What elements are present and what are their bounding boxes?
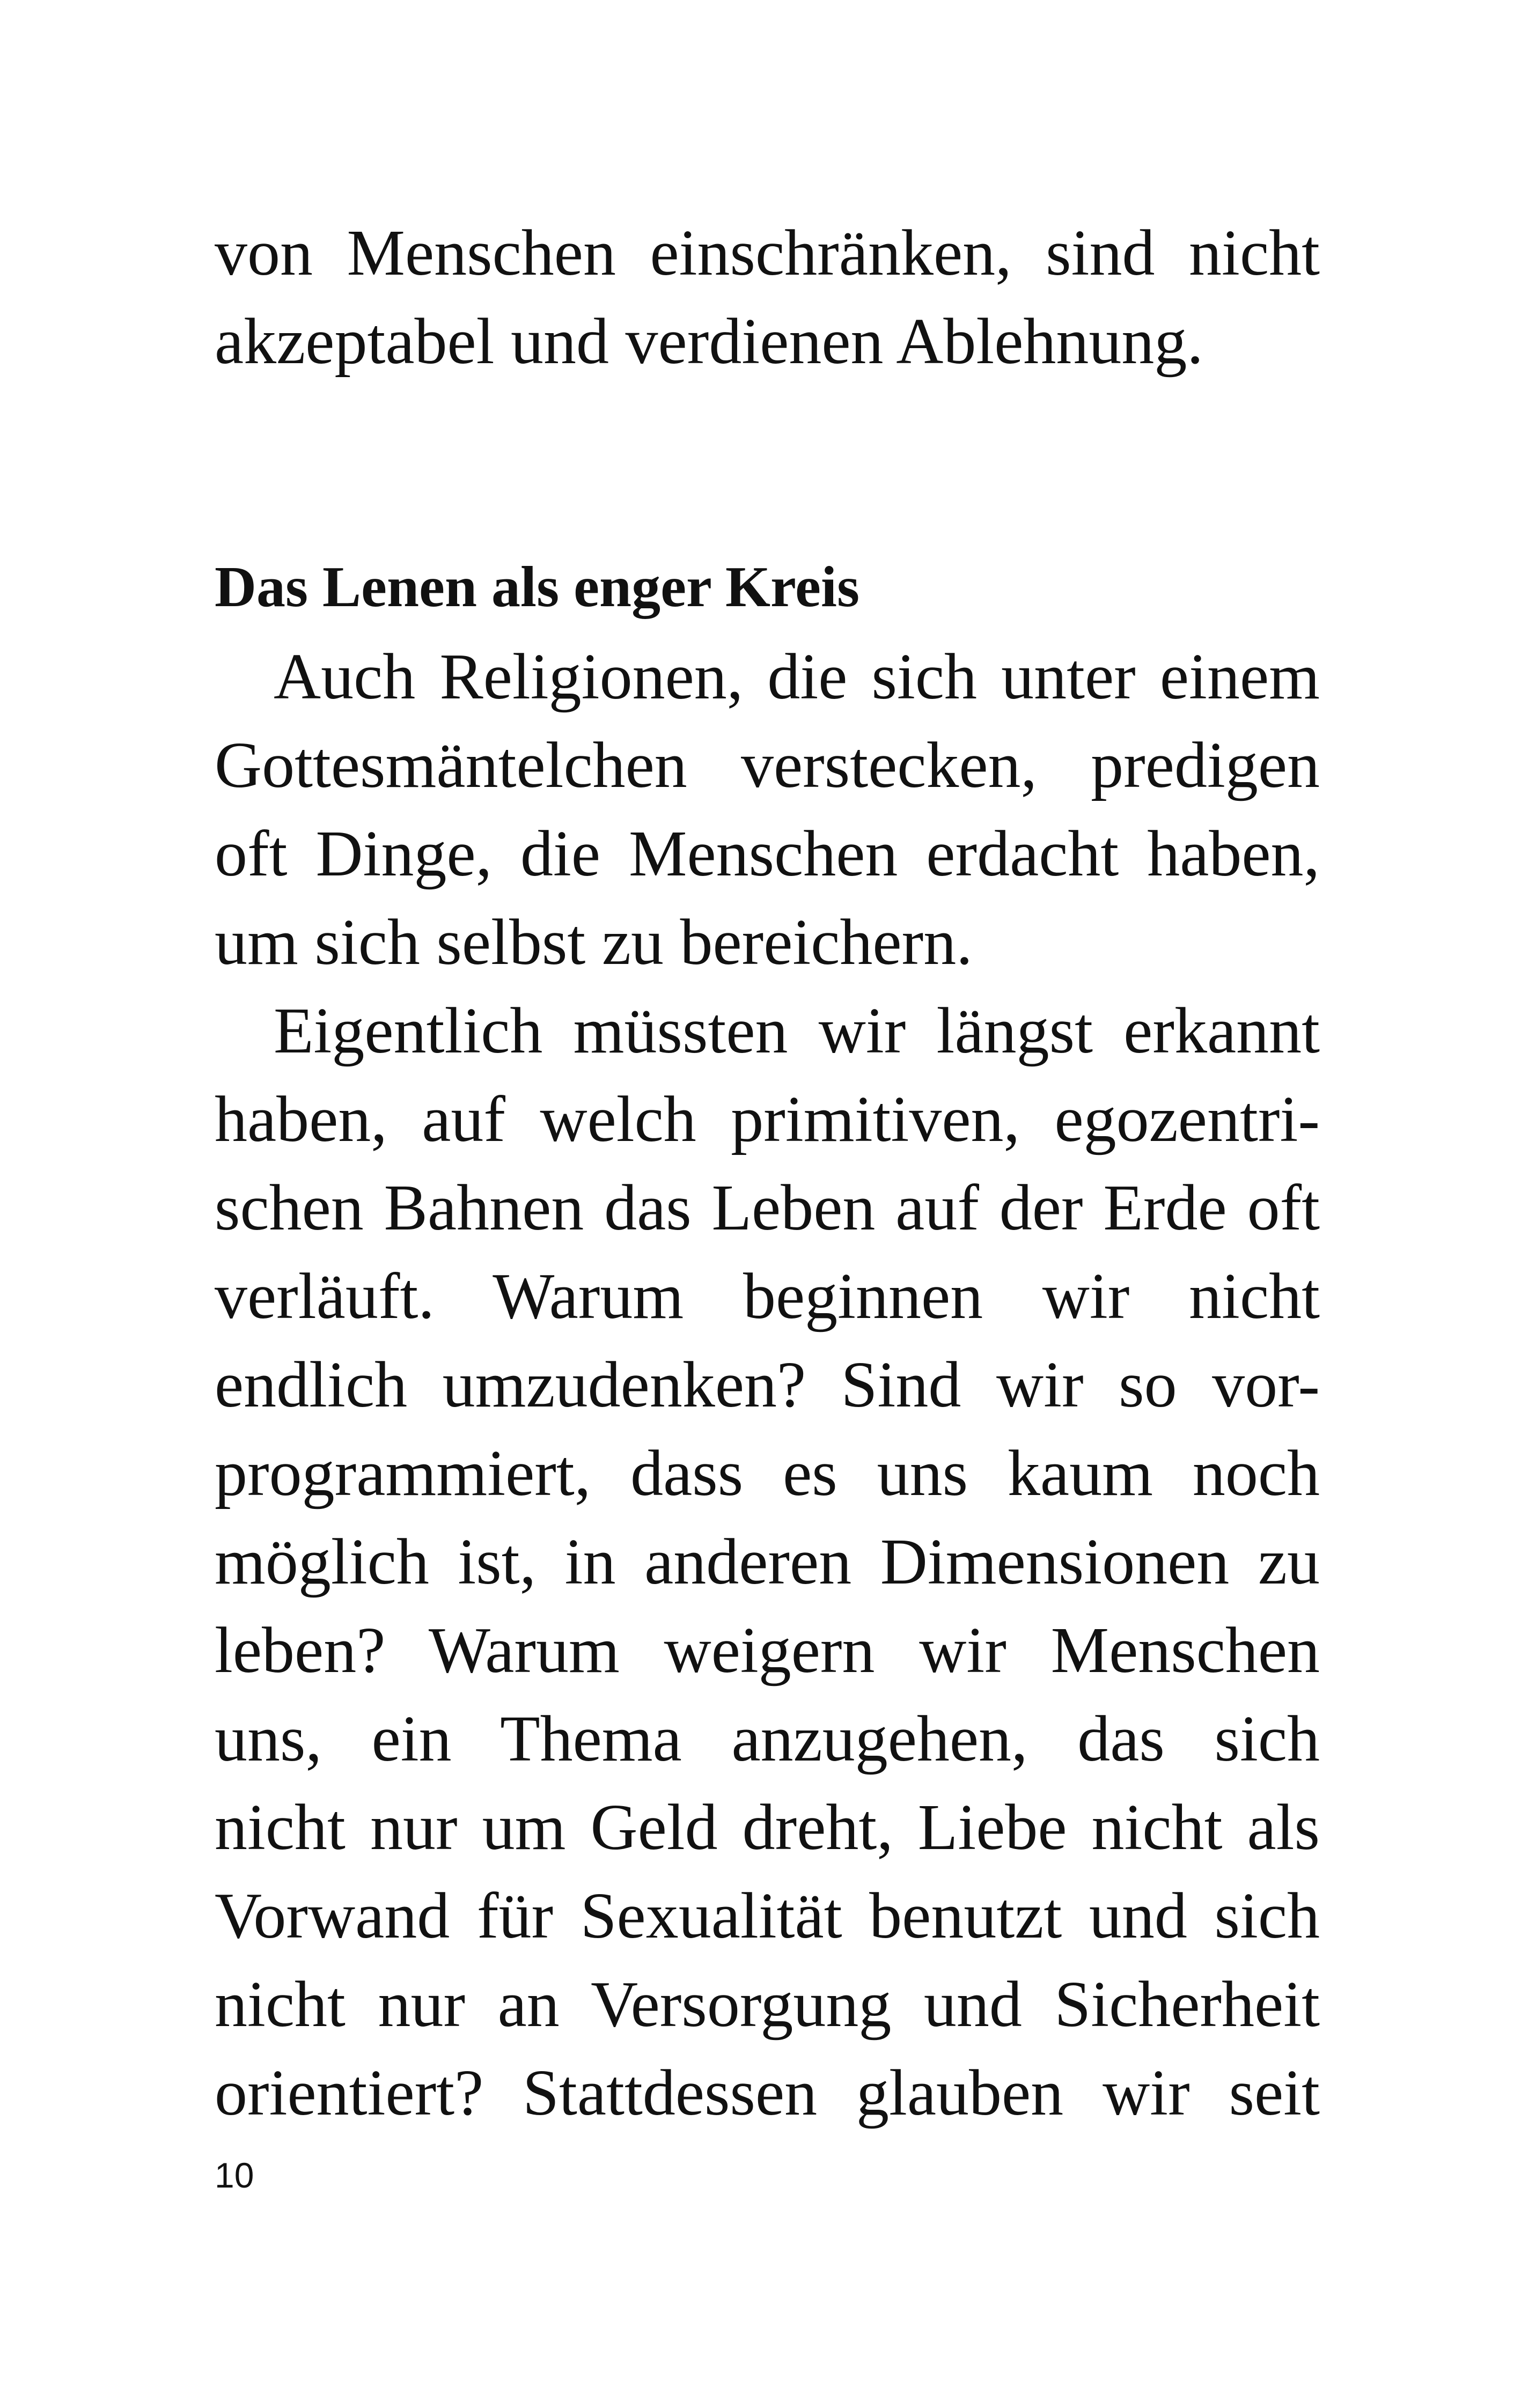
body-text-line: nicht nur um Geld dreht, Liebe nicht als [215,1791,1320,1864]
body-text-line: schen Bahnen das Leben auf der Erde oft [215,1172,1320,1244]
body-text-line: haben, auf welch primitiven, egozentri- [215,1083,1320,1155]
body-text-line: Gottesmäntelchen verstecken, predigen [215,729,1320,801]
book-page [215,0,1320,2408]
body-text-line: endlich umzudenken? Sind wir so vor- [215,1349,1320,1421]
section-heading: Das Lenen als enger Kreis [215,555,859,619]
body-text-line: programmiert, dass es uns kaum noch [215,1437,1320,1509]
body-text-line: möglich ist, in anderen Dimensionen zu [215,1526,1320,1598]
body-text-line: Eigentlich müssten wir längst erkannt [274,995,1320,1067]
body-text-line: akzeptabel und verdienen Ablehnung. [215,305,1203,378]
body-text-line: nicht nur an Versorgung und Sicherheit [215,1968,1320,2041]
body-text-line: Vorwand für Sexualität benutzt und sich [215,1880,1320,1952]
body-text-line: verläuft. Warum beginnen wir nicht [215,1260,1320,1332]
body-text-line: orientiert? Stattdessen glauben wir seit [215,2057,1320,2129]
body-text-line: Auch Religionen, die sich unter einem [274,640,1320,713]
body-text-line: leben? Warum weigern wir Menschen [215,1614,1320,1687]
body-text-line: uns, ein Thema anzugehen, das sich [215,1703,1320,1775]
body-text-line: oft Dinge, die Menschen erdacht haben, [215,818,1320,890]
body-text-line: von Menschen einschränken, sind nicht [215,217,1320,289]
body-text-line: um sich selbst zu bereichern. [215,906,973,978]
page-number: 10 [215,2155,254,2195]
